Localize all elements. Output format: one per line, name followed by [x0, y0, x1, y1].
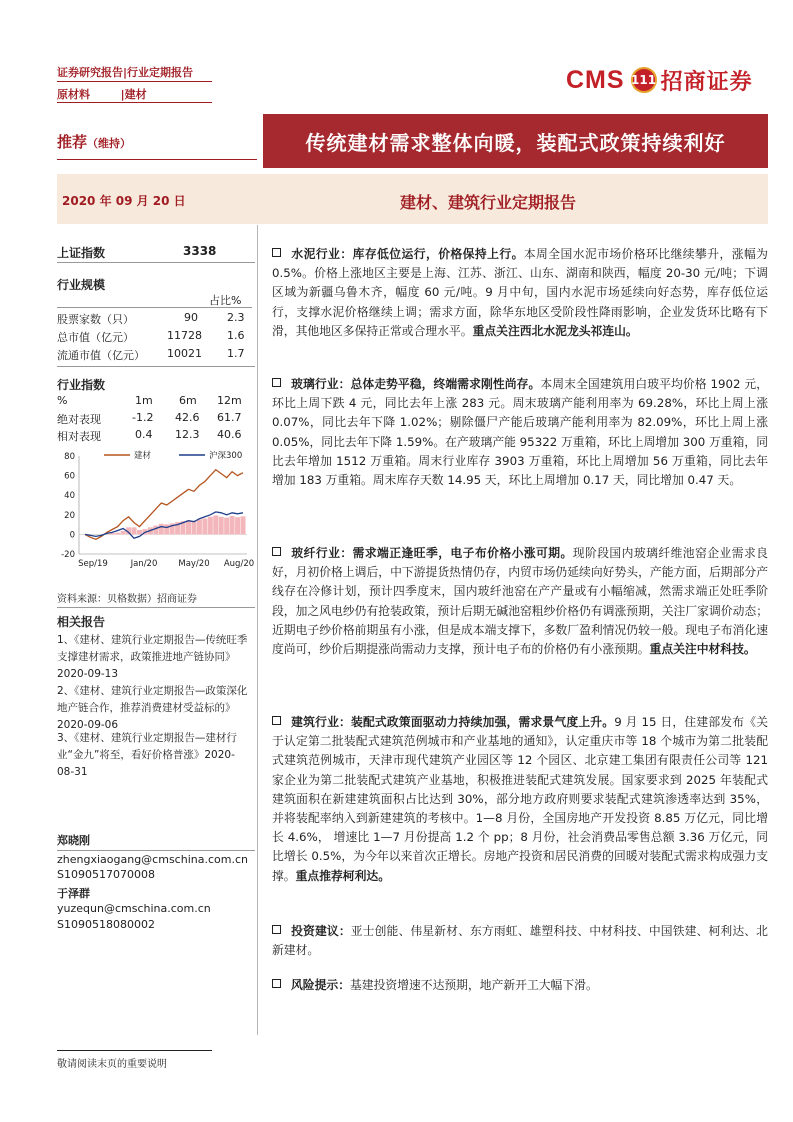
rating-label: 推荐 — [57, 133, 88, 151]
paragraph-risk — [272, 976, 768, 995]
report-title: 传统建材需求整体向暖，装配式政策持续利好 — [263, 114, 768, 168]
analyst-1 — [57, 833, 255, 932]
paragraph-fiberglass — [272, 544, 768, 659]
para-tail: 重点推荐柯利达。 — [295, 868, 390, 883]
excess-bar — [197, 519, 202, 534]
rating-note: （维持） — [87, 137, 132, 150]
footer-divider — [57, 1050, 212, 1051]
index-value: 3338 — [183, 244, 217, 258]
perf-table — [57, 394, 255, 444]
bullet-square-icon — [272, 925, 281, 934]
bullet-square-icon — [272, 979, 281, 988]
excess-bar — [241, 516, 246, 534]
para-body: 现阶段国内玻璃纤维池窑企业需求良好，月初价格上调后，中下游提货热情仍存，内贸市场仍延续向好势头，产能方面，后期部分产线存在冷修计划，预计四季度末，国内玻纤池窑在产产量或有小幅缩减，然需求端正处旺季阶段，加之风电纱仍有抢装政策，预计后期无碱池窑粗纱价格仍有调涨预期，关注厂家调价动态；近期电子纱价格前期虽有小涨，但是成本端支撑下，多数厂盈利情况仍较一般。现电子布消化速度尚可，纱价后期提涨尚需动力支撑，预计电子布的价格仍有小涨预期。 — [272, 546, 768, 657]
para-lead: 玻纤行业：需求端正逢旺季，电子布价格小涨可期。 — [291, 546, 573, 560]
excess-bar — [159, 524, 164, 535]
related-item[interactable]: 1、《建材、建筑行业定期报告—传统旺季支撑建材需求，政策推进地产链协同》2020-09-13 — [57, 634, 248, 680]
para-lead: 玻璃行业：总体走势平稳，终端需求刚性尚存。 — [291, 377, 541, 391]
excess-bar — [137, 530, 142, 534]
report-category — [57, 86, 147, 102]
para-body: 本周全国水泥市场价格环比继续攀升，涨幅为 0.5%。价格上涨地区主要是上海、江苏、浙江、山东、湖南和陕西，幅度 20-30 元/吨；下调区域为新疆乌鲁木齐，幅度 60 元/吨。9 月中旬，国内水泥市场延续向好态势，库存低位运行，支撑水泥价格继续上调；需求方面，除华东地区受阶段性降雨影响，企业发货环比略有下滑，其他地区多保持正常或合理水平。 — [272, 247, 768, 338]
y-tick-label: 80 — [64, 452, 75, 462]
scale-row-share: 1.7 — [227, 347, 245, 360]
share-header: 占比% — [209, 294, 242, 307]
para-body: 9 月 15 日，住建部发布《关于认定第二批装配式建筑范例城市和产业基地的通知》，认定重庆市等 18 个城市为第二批装配式建筑范例城市，天津市现代建筑产业园区等 12 个园区、北京建工集团有限责任公司等 121 家企业为第二批装配式建筑产业基地，积极推进装配式建筑发展。国家要求到 2025 年装配式建筑面积在新建建筑面积占比达到 30%，部分地方政府则要求装配式建筑渗透率达到 35%，并将装配率纳入到新建建筑的考核中。1—8 月份，全国房地产开发投资 8.85 万亿元，同比增长 4.6%， 增速比 1—7 月份提高 1.2 个 pp；8 月份，社会消费品零售总额 3.36 万亿元，同比增长 0.5%，为今年以来首次正增长。房地产投资和居民消费的回暖对装配式需求构成强力支撑。 — [272, 715, 768, 883]
index-divider — [57, 262, 255, 263]
legend-label: 建材 — [134, 451, 152, 461]
excess-bar — [153, 526, 158, 535]
industry-label: |建材 — [120, 88, 147, 101]
related-item[interactable]: 2、《建材、建筑行业定期报告—政策深化地产链合作，推荐消费建材受益标的》2020-09-06 — [57, 685, 248, 731]
scale-row-name: 总市值（亿元） — [57, 331, 134, 344]
y-tick-label: -20 — [61, 550, 75, 560]
para-lead: 水泥行业：库存低位运行，价格保持上行。 — [291, 247, 524, 261]
analyst-name: 郑晓刚 — [57, 834, 90, 847]
excess-bar — [224, 518, 229, 535]
scale-row-name: 流通市值（亿元） — [57, 349, 145, 362]
excess-bar — [235, 517, 240, 534]
excess-bar — [164, 524, 169, 534]
related-item[interactable]: 3、《建材、建筑行业定期报告—建材行业“金九”将至，看好价格普涨》2020-08-31 — [57, 732, 237, 778]
para-tail: 重点关注西北水泥龙头祁连山。 — [472, 323, 638, 338]
excess-bar — [213, 515, 218, 534]
x-tick-label: Aug/20 — [223, 559, 255, 569]
paragraph-construction — [272, 713, 768, 886]
report-subtitle: 建材、建筑行业定期报告 — [400, 193, 577, 212]
rating-divider — [57, 159, 257, 160]
perf-header: 12m — [217, 394, 242, 407]
scale-row-share: 2.3 — [227, 311, 245, 324]
para-body: 亚士创能、伟星新材、东方雨虹、雄塑科技、中材科技、中国铁建、柯利达、北新建材。 — [272, 924, 768, 958]
para-body: 基建投资增速不达预期，地产新开工大幅下滑。 — [350, 978, 598, 992]
report-date: 2020 年 09 月 20 日 — [62, 194, 186, 208]
paragraph-investment — [272, 922, 768, 960]
scale-divider — [57, 366, 255, 367]
scale-table — [57, 292, 255, 362]
logo-badge-icon: 111 — [631, 67, 657, 93]
excess-bar — [121, 531, 126, 535]
perf-header: 6m — [179, 394, 197, 407]
bullet-square-icon — [272, 248, 281, 257]
analyst-rule — [57, 850, 255, 851]
scale-row-value: 90 — [184, 311, 198, 324]
scale-row-value: 10021 — [167, 347, 202, 360]
excess-bar — [202, 519, 207, 535]
perf-header: % — [57, 394, 68, 407]
excess-bar — [230, 516, 235, 535]
excess-bar — [115, 533, 120, 535]
para-lead: 建筑行业：装配式政策面驱动力持续加强，需求景气度上升。 — [291, 715, 615, 729]
perf-row-name: 相对表现 — [57, 430, 101, 443]
scale-row-value: 11728 — [167, 329, 202, 342]
rating — [57, 131, 131, 152]
perf-title: 行业指数 — [57, 378, 106, 392]
logo-en: CMS — [566, 65, 625, 94]
y-tick-label: 20 — [64, 510, 75, 521]
x-tick-label: Jan/20 — [130, 559, 158, 569]
perf-row-value: 0.4 — [135, 428, 153, 441]
paragraph-glass — [272, 375, 768, 490]
excess-bar — [186, 520, 191, 534]
perf-row-value: 40.6 — [217, 428, 242, 441]
scale-row-name: 股票家数（只） — [57, 313, 134, 326]
scale-title: 行业规模 — [57, 278, 106, 292]
logo-cn: 招商证券 — [660, 69, 753, 95]
bullet-square-icon — [272, 716, 281, 725]
header-divider-2 — [57, 102, 212, 103]
excess-bar — [132, 527, 137, 534]
bullet-square-icon — [272, 378, 281, 387]
perf-row-value: 12.3 — [175, 428, 200, 441]
scale-row-share: 1.6 — [227, 329, 245, 342]
related-title: 相关报告 — [57, 615, 106, 629]
legend-label: 沪深300 — [209, 451, 243, 461]
excess-bar — [191, 521, 196, 535]
scale-header-rule — [57, 307, 252, 308]
perf-row-name: 绝对表现 — [57, 413, 101, 426]
para-lead: 风险提示： — [291, 978, 350, 992]
x-tick-label: May/20 — [178, 559, 210, 569]
para-lead: 投资建议： — [291, 924, 351, 938]
analyst-email[interactable]: zhengxiaogang@cmschina.com.cn — [57, 852, 248, 866]
excess-bar — [219, 517, 224, 535]
perf-header: 1m — [135, 394, 153, 407]
performance-chart — [57, 446, 257, 586]
x-tick-label: Sep/19 — [78, 559, 108, 569]
para-tail: 重点关注中材科技。 — [649, 642, 756, 657]
report-type: 证券研究报告|行业定期报告 — [57, 66, 194, 79]
analyst-email[interactable]: yuzequn@cmschina.com.cn — [57, 902, 211, 915]
bullet-square-icon — [272, 547, 281, 556]
cms-logo — [566, 66, 753, 94]
analyst-name: 于泽群 — [57, 886, 90, 900]
perf-row-value: -1.2 — [132, 411, 154, 424]
source-divider — [57, 607, 255, 608]
y-tick-label: 40 — [64, 491, 75, 502]
column-divider — [257, 225, 258, 1035]
index-label: 上证指数 — [57, 246, 106, 260]
y-tick-label: 60 — [64, 471, 75, 482]
analyst-id: S1090517070008 — [57, 868, 155, 881]
y-tick-label: 0 — [69, 530, 75, 541]
header-divider — [57, 81, 212, 82]
excess-bar — [208, 517, 213, 535]
perf-row-value: 42.6 — [175, 411, 200, 424]
analyst-id: S1090518080002 — [57, 917, 155, 931]
category-label: 原材料 — [57, 88, 90, 101]
perf-row-value: 61.7 — [217, 411, 242, 424]
footer-note: 敬请阅读末页的重要说明 — [57, 1059, 167, 1070]
para-body: 本周末全国建筑用白玻平均价格 1902 元，环比上周下跌 4 元，同比去年上涨 283 元。周末玻璃产能利用率为 69.28%，环比上周上涨 0.07%，同比去年下降 1.02%；剔除僵尸产能后玻璃产能利用率为 82.09%，环比上周上涨 0.05%，同比去年下降 1.59%。在产玻璃产能 95322 万重箱，环比上周增加 300 万重箱，同比去年增加 1512 万重箱。周末行业库存 3903 万重箱，环比上周增加 56 万重箱，同比去年增加 183 万重箱。周末库存天数 14.95 天，环比上周增加 0.17 天，同比增加 0.47 天。 — [272, 377, 768, 488]
paragraph-cement — [272, 245, 768, 341]
chart-source: 资料来源：贝格数据）招商证券 — [57, 594, 197, 605]
